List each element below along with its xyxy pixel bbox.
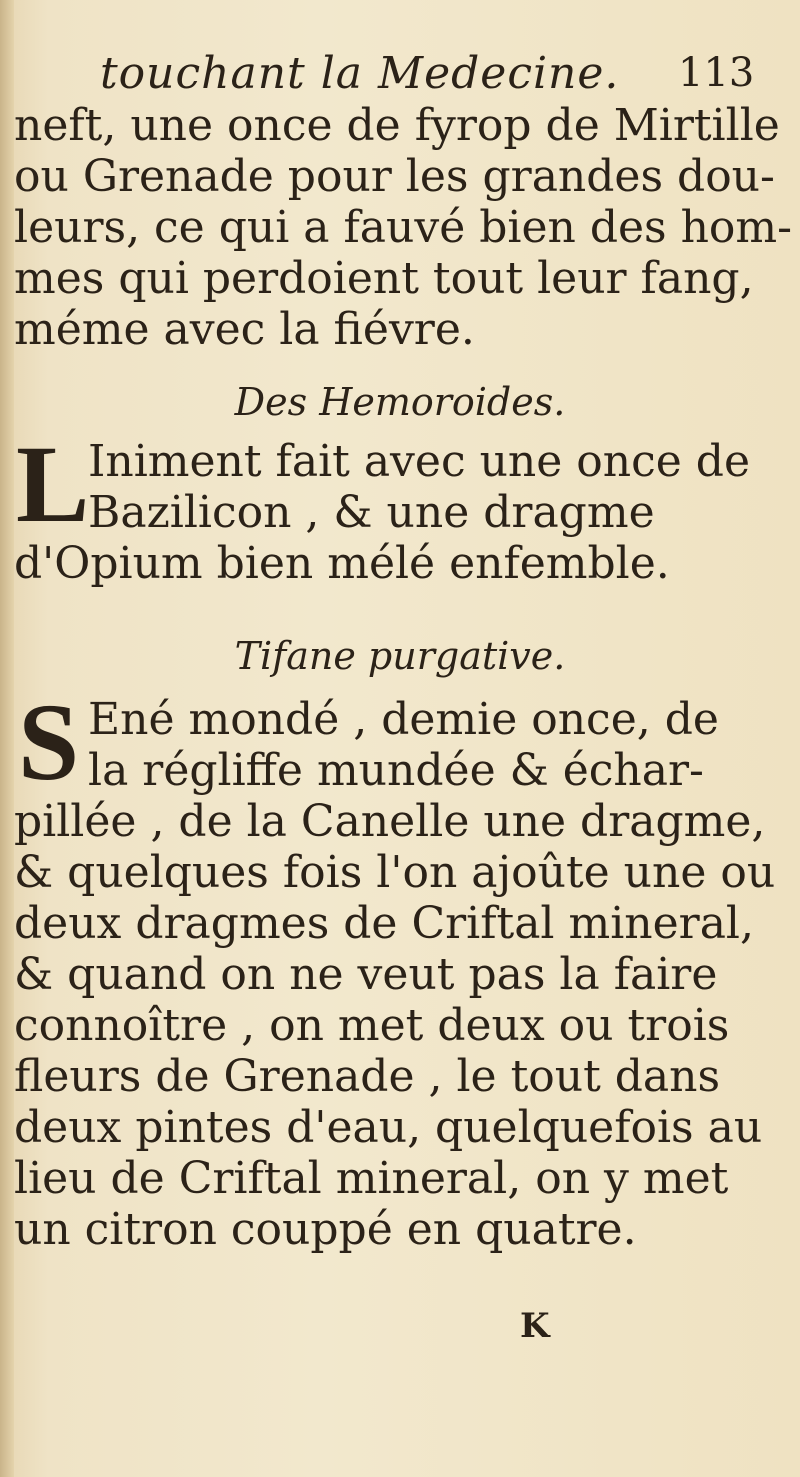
signature-mark: K [520, 1306, 550, 1346]
text-line: d'Opium bien mélé enfemble. [14, 538, 670, 589]
text-line: Bazilicon , & une dragme [88, 487, 655, 538]
text-line: méme avec la fiévre. [14, 304, 475, 355]
text-line: lieu de Criftal mineral, on y met [14, 1153, 729, 1204]
paragraph-tisane [14, 681, 776, 1255]
page-gutter [0, 0, 14, 1477]
text-line: Iniment fait avec une once de [88, 436, 750, 487]
text-line: & quelques fois l'on ajoûte une ou [14, 847, 776, 898]
text-line: deux dragmes de Criftal mineral, [14, 898, 754, 949]
intro-paragraph [14, 100, 793, 355]
section-title-hemoroides: Des Hemoroides. [234, 380, 566, 424]
text-line: ou Grenade pour les grandes dou- [14, 151, 775, 202]
dropcap-s: S [18, 681, 80, 803]
text-line: la régliffe mundée & échar- [88, 745, 704, 796]
text-line: deux pintes d'eau, quelquefois au [14, 1102, 763, 1153]
dropcap-l: L [16, 423, 90, 545]
text-line: pillée , de la Canelle une dragme, [14, 796, 766, 847]
page-number: 113 [678, 50, 755, 96]
text-line: Ené mondé , demie once, de [88, 694, 719, 745]
text-line: mes qui perdoient tout leur fang, [14, 253, 754, 304]
page-header [0, 42, 800, 102]
paragraph-liniment [14, 423, 750, 589]
section-title-tisane: Tifane purgative. [234, 634, 566, 678]
text-line: fleurs de Grenade , le tout dans [14, 1051, 721, 1102]
text-line: leurs, ce qui a fauvé bien des hom- [14, 202, 793, 253]
running-title: touchant la Medecine. [100, 48, 620, 99]
text-line: un citron couppé en quatre. [14, 1204, 637, 1255]
text-line: & quand on ne veut pas la faire [14, 949, 718, 1000]
text-line: neft, une once de fyrop de Mirtille [14, 100, 780, 151]
text-line: connoître , on met deux ou trois [14, 1000, 730, 1051]
